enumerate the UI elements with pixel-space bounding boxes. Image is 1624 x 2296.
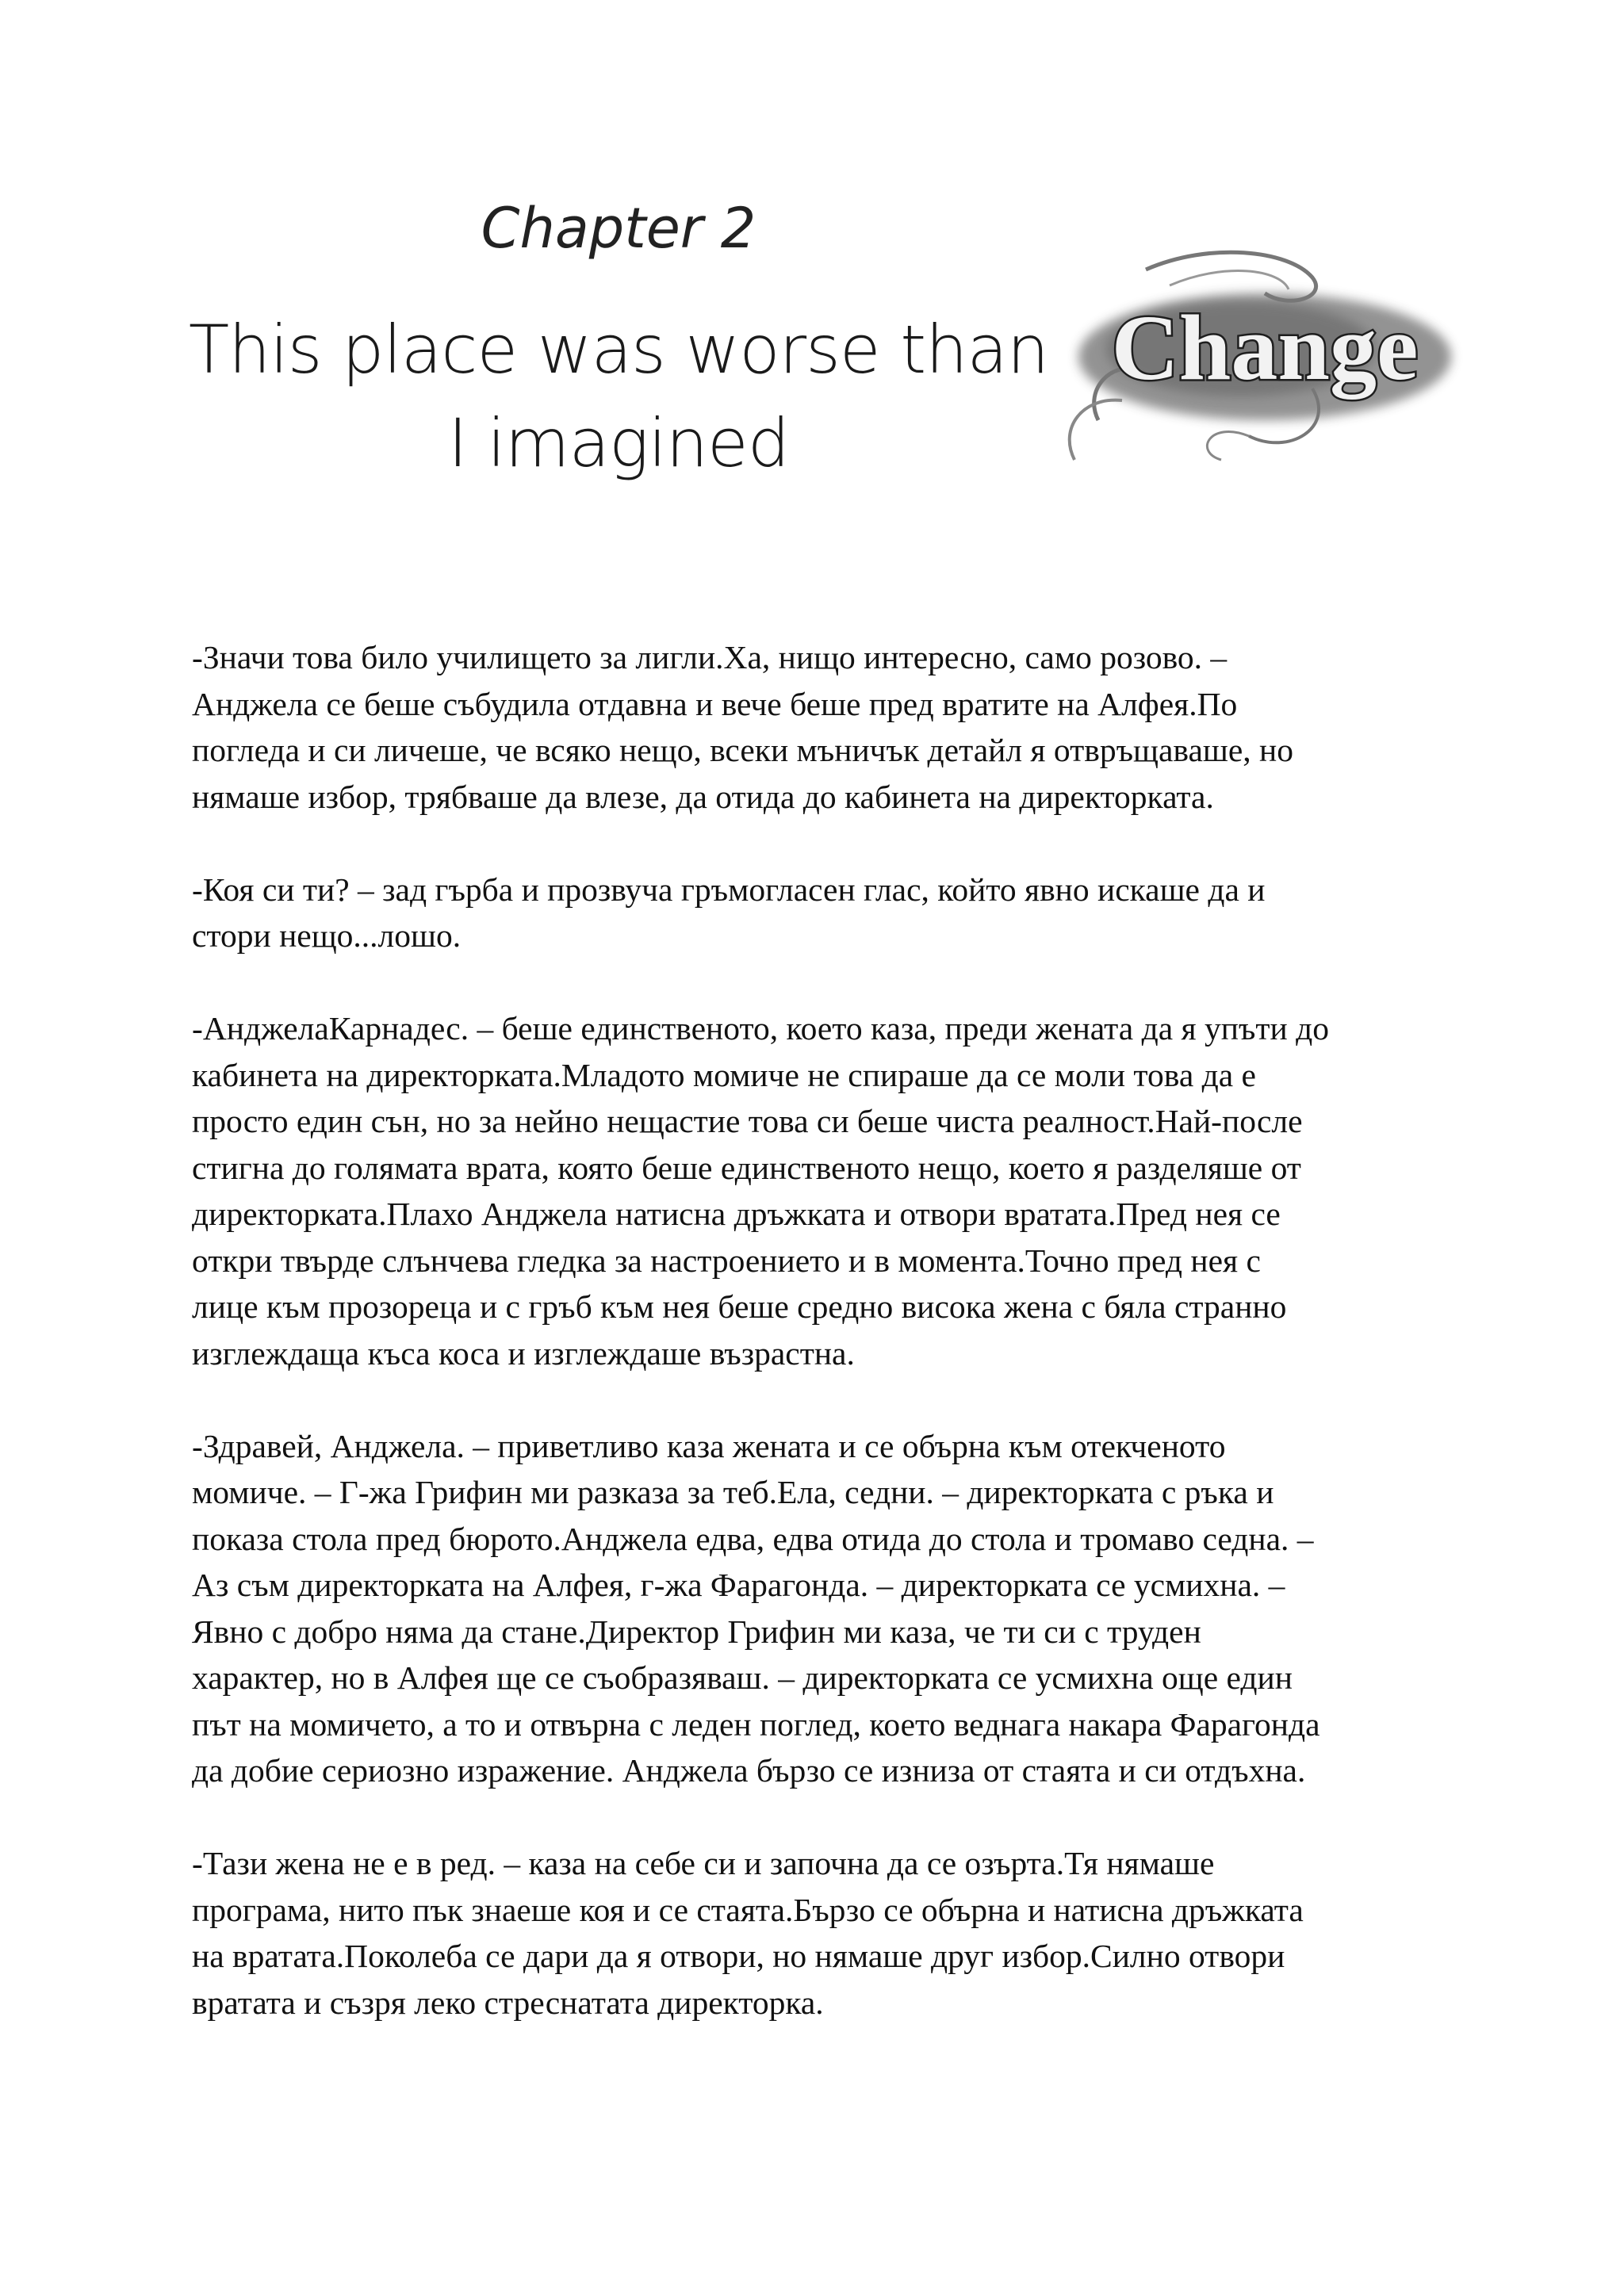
text-line: -Тази жена не е в ред. – каза на себе си и започна да се озърта.Тя нямаше [192,1845,1215,1881]
text-line: стигна до голямата врата, която беше единственото нещо, което я разделяше от [192,1149,1301,1186]
paragraph [192,1840,1429,2026]
text-line: кабинета на директорката.Младото момиче не спираше да се моли това да е [192,1056,1256,1093]
paragraph [192,634,1429,820]
text-line: показа стола пред бюрото.Анджела едва, едва отида до стола и тромаво седна. – [192,1520,1314,1557]
text-line: -Значи това било училището за лигли.Ха, нищо интересно, само розово. – [192,639,1228,675]
text-line: просто един сън, но за нейно нещастие това си беше чиста реалност.Най-после [192,1103,1303,1139]
paragraph [192,1423,1429,1794]
text-line: -Коя си ти? – зад гърба и прозвуча гръмогласен глас, който явно искаше да и [192,871,1266,908]
text-line: на вратата.Поколеба се дари да я отвори, но нямаше друг избор.Силно отвори [192,1938,1285,1974]
text-line: Аз съм директорката на Алфея, г-жа Фарагонда. – директорката се усмихна. – [192,1567,1285,1603]
text-line: да добие сериозно изражение. Анджела бързо се изниза от стаята и си отдъхна. [192,1752,1306,1789]
story-body [192,634,1429,2072]
text-line: директорката.Плахо Анджела натисна дръжката и отвори вратата.Пред нея се [192,1196,1281,1232]
text-line: -АнджелаКарнадес. – беше единственото, което каза, преди жената да я упъти до [192,1010,1329,1047]
logo-text: Change [1111,296,1419,400]
ornate-swirl-logo-icon [1051,238,1463,468]
text-line: Явно с добро няма да стане.Директор Грифин ми каза, че ти си с труден [192,1613,1201,1650]
chapter-title-line: I imagined [447,404,790,482]
text-line: стори нещо...лошо. [192,917,462,954]
text-line: -Здравей, Анджела. – приветливо каза жената и се обърна към отекченото [192,1427,1226,1464]
text-line: нямаше избор, трябваше да влезе, да отида до кабинета на директорката. [192,778,1214,815]
chapter-label: Chapter 2 [481,196,756,261]
paragraph [192,867,1429,959]
text-line: характер, но в Алфея ще се съобразяваш. – директорката се усмихна още един [192,1659,1293,1696]
text-line: изглеждаща къса коса и изглеждаше възрастна. [192,1334,855,1372]
text-line: откри твърде слънчева гледка за настроението и в момента.Точно пред нея с [192,1242,1261,1279]
text-line: път на момичето, а то и отвърна с леден поглед, което веднага накара Фарагонда [192,1705,1320,1743]
change-logo [1051,238,1463,468]
text-line: Анджела се беше събудила отдавна и вече беше пред вратите на Алфея.По [192,685,1238,722]
chapter-title-line: This place was worse than [188,311,1049,388]
paragraph [192,1005,1429,1376]
text-line: програма, нито пък знаеше коя и се стаята.Бързо се обърна и натисна дръжката [192,1891,1304,1928]
text-line: момиче. – Г-жа Грифин ми разказа за теб.Ела, седни. – директорката с ръка и [192,1474,1274,1510]
text-line: погледа и си личеше, че всяко нещо, всеки мъничък детайл я отвръщаваше, но [192,732,1293,768]
text-line: вратата и съзря леко стреснатата директорка. [192,1984,824,2021]
text-line: лице към прозореца и с гръб към нея беше средно висока жена с бяла странно [192,1288,1287,1325]
